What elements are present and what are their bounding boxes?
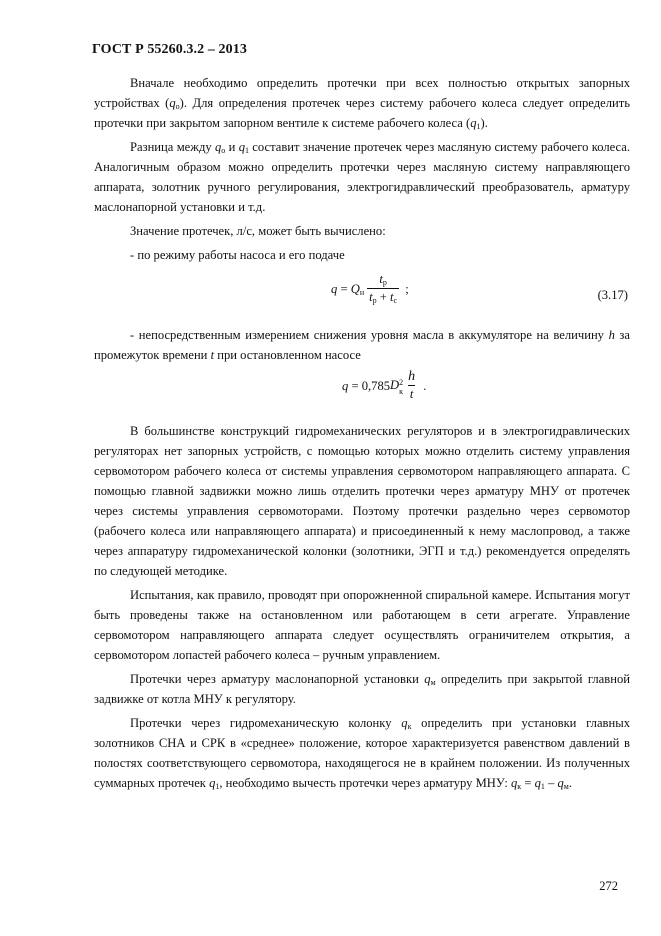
- subscript: 1: [540, 782, 545, 791]
- paragraph-mnu-leaks: [94, 669, 630, 709]
- var-q: q: [342, 378, 349, 393]
- text: - непосредственным измерением снижения уровня масла в аккумуляторе на величину: [130, 328, 609, 342]
- var-t: t: [369, 290, 373, 304]
- paragraph-regulators: В большинстве конструкций гидромеханических регуляторов и в электрогидравлических регуляторах нет запорных устройств, с помощью которых можно отделить систему управления сервомотором рабочего колеса от системы управления сервомотором направляющего аппарата. С помощью главной задвижки можно лишь отделить протечки через арматуру МНУ от протечек через системы управления сервомоторами. Поэтому протечки раздельно через сервомотор (рабочего колеса или направляющего аппарата) и присоединенный к нему маслопровод, а также через аппаратуру гидромеханической колонки (золотники, ЭГП и т.д.) рекомендуется определять по следующей методике.: [94, 424, 630, 578]
- paragraph-pump-mode: - по режиму работы насоса и его подаче: [130, 248, 345, 262]
- var-q: q: [331, 281, 338, 296]
- var-h: h: [608, 328, 615, 342]
- text: за промежуток времени: [94, 328, 630, 362]
- text: ). Для определения протечек через систему рабочего колеса следует определить протечки при закрытом запорном вентиле к системе рабочего колеса (: [94, 96, 630, 130]
- formula-punctuation: ;: [402, 281, 409, 296]
- var-q: q: [424, 672, 431, 686]
- var-t: t: [210, 348, 215, 362]
- subscript: р: [382, 278, 387, 287]
- subscript: м: [563, 782, 569, 791]
- formula-level-drop: [94, 369, 630, 415]
- equation-number: (3.17): [597, 288, 628, 302]
- text: Протечки через гидромеханическую колонку: [130, 716, 402, 730]
- page-number: 272: [599, 879, 618, 893]
- text: ).: [480, 116, 488, 130]
- text: Протечки через арматуру маслонапорной установки: [130, 672, 425, 686]
- var-D: D: [390, 378, 400, 393]
- text: , необходимо вычесть протечки через арматуру МНУ:: [219, 776, 511, 790]
- text: составит значение протечек через масляную систему рабочего колеса. Аналогичным образом можно определить протечки через масляную систему направляющего аппарата, золотник ручного регулирования, электрогидравлический преобразователь, арматуру маслонапорной установки и т.д.: [94, 140, 630, 214]
- var-q: q: [169, 96, 176, 110]
- subscript: 1: [244, 146, 249, 155]
- formula-body: [331, 272, 409, 305]
- var-t: t: [409, 387, 414, 401]
- subscript: к: [407, 722, 412, 731]
- var-q: q: [470, 116, 477, 130]
- var-q: q: [557, 776, 564, 790]
- formula-punctuation: .: [420, 378, 427, 393]
- var-q: q: [238, 140, 245, 154]
- subscript: 1: [215, 782, 220, 791]
- text: определить при установки главных золотников СНА и СРК в «среднее» положение, которое характеризуется равенством давлений в полостях соответствующего сервомотора, находящегося не в крайнем положении. Из полученных суммарных протечек: [94, 716, 630, 790]
- paragraph-direct-measurement: [94, 325, 630, 365]
- var-Q: Q: [350, 281, 360, 296]
- subscript: o: [221, 146, 226, 155]
- subscript: к: [399, 386, 404, 396]
- subscript: м: [430, 678, 436, 687]
- paragraph-difference: [94, 137, 630, 217]
- coefficient: = 0,785: [348, 378, 391, 393]
- var-q: q: [401, 716, 408, 730]
- equals-sign: =: [337, 281, 351, 296]
- superscript: 2: [399, 377, 404, 387]
- text: Вначале необходимо определить протечки при всех полностью открытых запорных устройствах (: [94, 76, 630, 110]
- paragraph-calc-intro: Значение протечек, л/с, может быть вычислено:: [130, 224, 386, 238]
- subscript: 1: [476, 122, 481, 131]
- var-q: q: [215, 140, 222, 154]
- text: Разница между: [130, 140, 215, 154]
- formula-body: [342, 369, 426, 402]
- document-header: ГОСТ Р 55260.3.2 – 2013: [92, 42, 247, 57]
- var-q: q: [209, 776, 216, 790]
- formula-3-17: [94, 269, 630, 321]
- paragraph-leak-measurement-intro: [94, 73, 630, 133]
- paragraph-testing: Испытания, как правило, проводят при опорожненной спиральной камере. Испытания могут быть проведены также на остановленном или работающем в сети агрегате. Управление сервомотором направляющего аппарата следует осуществлять ограничителем открытия, а сервомотором лопастей рабочего колеса – ручным управлением.: [94, 588, 630, 662]
- fraction-numerator: [406, 369, 417, 385]
- subscript: o: [175, 102, 180, 111]
- subscript: р: [372, 296, 377, 305]
- subscript: н: [359, 287, 365, 297]
- text: определить при закрытой главной задвижке от котла МНУ к регулятору.: [94, 672, 630, 706]
- subscript: с: [393, 296, 398, 305]
- fraction: [367, 272, 399, 305]
- fraction-denominator: [408, 385, 416, 402]
- var-Qn: [351, 279, 364, 299]
- text: и: [225, 140, 239, 154]
- fraction: [406, 369, 417, 402]
- plus-sign: +: [376, 290, 390, 304]
- var-h: h: [408, 369, 416, 384]
- var-t: t: [390, 290, 394, 304]
- var-t: t: [379, 272, 383, 286]
- fraction-denominator: [367, 288, 399, 305]
- equals-sign: =: [521, 776, 535, 790]
- document-body: [94, 73, 630, 797]
- text: .: [568, 776, 572, 790]
- fraction-numerator: [377, 272, 389, 288]
- var-Dk-squared: [390, 375, 403, 395]
- paragraph-column-leaks: [94, 713, 630, 793]
- var-q: q: [510, 776, 518, 790]
- subscript: к: [517, 782, 522, 791]
- var-q: q: [534, 776, 541, 790]
- minus-sign: –: [544, 776, 558, 790]
- text: при остановленном насосе: [214, 348, 361, 362]
